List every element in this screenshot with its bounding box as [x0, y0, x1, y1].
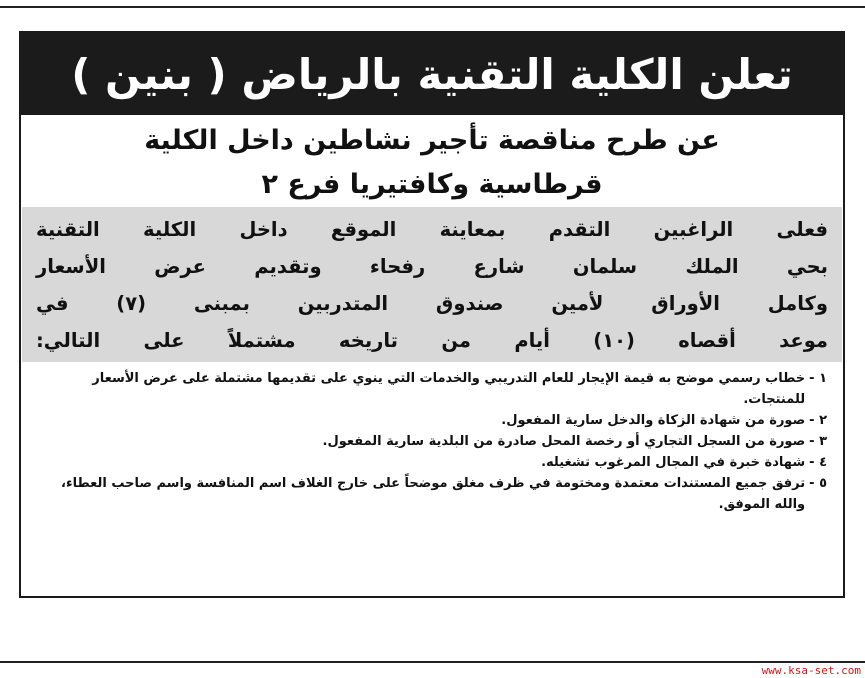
headline-banner: تعلن الكلية التقنية بالرياض ( بنين ) [21, 33, 843, 115]
list-item [37, 410, 827, 431]
list-item [37, 431, 827, 452]
item-text: صورة من شهادة الزكاة والدخل سارية المفعول. [501, 413, 806, 428]
instructions-paragraph [22, 207, 842, 362]
item-number: ٢ - [809, 413, 827, 428]
item-number: ١ - [809, 371, 827, 386]
body-line-1: فعلى الراغبين التقدم بمعاينة الموقع داخل الكلية التقنية [36, 218, 828, 241]
item-text: شهادة خبرة في المجال المرغوب تشغيله. [541, 455, 806, 470]
body-line-2: بحي الملك سلمان شارع رفحاء وتقديم عرض الأسعار [36, 255, 828, 278]
watermark-url[interactable]: www.ksa-set.com [761, 664, 861, 677]
list-item [37, 473, 827, 515]
item-number: ٣ - [809, 434, 827, 449]
tender-advertisement [19, 31, 845, 598]
subject-block [21, 115, 843, 207]
body-line-3: وكامل الأوراق لأمين صندوق المتدربين بمبنى (٧) في [36, 292, 829, 315]
subject-line-2: قرطاسية وكافتيريا فرع ٢ [261, 169, 603, 200]
subject-line-1: عن طرح مناقصة تأجير نشاطين داخل الكلية [144, 125, 720, 156]
item-number: ٥ - [809, 476, 827, 491]
body-line-4: موعد أقصاه (١٠) أيام من تاريخه مشتملاً على التالي: [36, 329, 829, 352]
list-item [37, 368, 827, 410]
list-item [37, 452, 827, 473]
item-text: خطاب رسمي موضح به قيمة الإيجار للعام التدريبي والخدمات التي ينوي على تقديمها مشتملة على عرض الأسعار للمنتجات. [92, 371, 806, 407]
item-text: صورة من السجل التجاري أو رخصة المحل صادرة من البلدية سارية المفعول. [322, 434, 806, 449]
bottom-rule [0, 661, 865, 663]
item-number: ٤ - [809, 455, 827, 470]
item-text: ترفق جميع المستندات معتمدة ومختومة في ظرف مغلق موضحاً على خارج الغلاف اسم المنافسة واسم صاحب العطاء، والله الموفق. [61, 476, 806, 512]
requirements-list [21, 362, 843, 515]
top-rule [0, 6, 865, 8]
